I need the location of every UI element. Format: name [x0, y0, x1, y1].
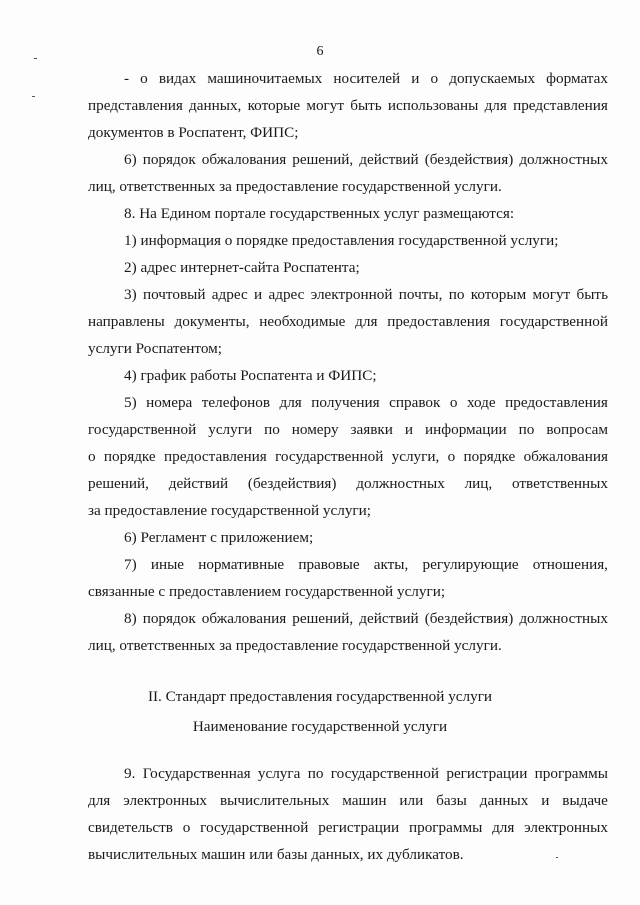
- text-line: [88, 447, 608, 467]
- word: 3): [124, 286, 137, 303]
- word: должностных: [519, 610, 608, 627]
- word: 9.: [124, 765, 136, 782]
- word: и: [404, 421, 414, 438]
- word: решений,: [88, 475, 149, 492]
- word: справок: [389, 394, 441, 411]
- word: для: [355, 313, 378, 330]
- word: использованы: [387, 97, 479, 114]
- word: -: [124, 70, 130, 87]
- text-line: [88, 818, 608, 838]
- word: государственной: [330, 765, 440, 782]
- word: допускаемых: [449, 70, 536, 87]
- word: почтовый: [142, 286, 206, 303]
- word: акты,: [373, 556, 409, 573]
- word: форматах: [546, 70, 608, 87]
- word: порядок: [142, 610, 196, 627]
- word: информации: [425, 421, 507, 438]
- word: (бездействия): [424, 151, 514, 168]
- word: и: [411, 70, 420, 87]
- word: документы,: [174, 313, 250, 330]
- word: услуга: [257, 765, 301, 782]
- word: о: [447, 448, 456, 465]
- scan-mark: [32, 96, 35, 97]
- word: обжалования: [523, 448, 608, 465]
- page-number: 6: [316, 44, 324, 59]
- word: машин: [342, 792, 387, 809]
- word: выдаче: [562, 792, 608, 809]
- word: для: [484, 97, 507, 114]
- text-line: вычислительных машин или базы данных, их дубликатов.: [88, 846, 464, 863]
- word: по: [518, 421, 535, 438]
- word: по: [307, 765, 324, 782]
- word: порядке: [463, 448, 516, 465]
- word: почты,: [398, 286, 443, 303]
- word: о: [449, 394, 458, 411]
- word: которые: [247, 97, 301, 114]
- word: обжалования: [201, 151, 287, 168]
- word: адрес: [268, 286, 305, 303]
- word: о: [182, 819, 191, 836]
- word: получения: [311, 394, 380, 411]
- text-line: [88, 312, 608, 332]
- word: быть: [350, 97, 382, 114]
- text-line: [124, 69, 608, 89]
- text-line: [124, 150, 608, 170]
- word: должностных: [356, 475, 445, 492]
- word: регистрации: [446, 765, 528, 782]
- word: или: [399, 792, 424, 809]
- word: должностных: [519, 151, 608, 168]
- word: порядок: [142, 151, 196, 168]
- word: программы: [534, 765, 608, 782]
- word: номеру: [291, 421, 339, 438]
- word: о: [88, 448, 96, 465]
- word: услуги,: [391, 448, 440, 465]
- word: по: [264, 421, 280, 438]
- word: действий: [168, 475, 229, 492]
- word: иные: [150, 556, 185, 573]
- word: носителей: [333, 70, 401, 87]
- word: для: [88, 792, 111, 809]
- word: заявки: [350, 421, 393, 438]
- word: порядке: [103, 448, 156, 465]
- word: ответственных: [512, 475, 608, 492]
- word: данных: [479, 792, 529, 809]
- text-line: 2) адрес интернет-сайта Роспатента;: [124, 259, 360, 276]
- text-line: лиц, ответственных за предоставление государственной услуги.: [88, 178, 502, 195]
- word: о: [430, 70, 439, 87]
- word: регистрации: [318, 819, 400, 836]
- word: и: [254, 286, 263, 303]
- word: данных,: [189, 97, 242, 114]
- word: для: [279, 394, 302, 411]
- word: видах: [158, 70, 197, 87]
- word: и: [541, 792, 550, 809]
- word: электронной: [310, 286, 393, 303]
- text-line: [124, 285, 608, 305]
- word: телефонов: [201, 394, 270, 411]
- word: предоставления: [163, 448, 267, 465]
- word: государственной: [275, 448, 384, 465]
- word: представления: [513, 97, 608, 114]
- word: 7): [124, 556, 137, 573]
- word: государственной: [88, 421, 197, 438]
- text-line: 1) информация о порядке предоставления государственной услуги;: [124, 232, 559, 249]
- word: могут: [306, 97, 345, 114]
- word: обжалования: [201, 610, 287, 627]
- text-line: документов в Роспатент, ФИПС;: [88, 124, 299, 141]
- text-line: [88, 96, 608, 116]
- word: представления: [88, 97, 183, 114]
- word: которым: [470, 286, 527, 303]
- text-line: услуги Роспатентом;: [88, 340, 222, 357]
- text-line: 4) график работы Роспатента и ФИПС;: [124, 367, 377, 384]
- text-line: [124, 393, 608, 413]
- word: для: [492, 819, 515, 836]
- word: действий: [359, 610, 419, 627]
- word: 6): [124, 151, 137, 168]
- word: отношения,: [532, 556, 608, 573]
- text-line: за предоставление государственной услуги;: [88, 502, 372, 519]
- word: государственной: [200, 819, 309, 836]
- word: 5): [124, 394, 137, 411]
- scan-mark: [556, 857, 558, 858]
- word: о: [140, 70, 148, 87]
- word: вычислительных: [219, 792, 330, 809]
- word: могут: [532, 286, 571, 303]
- text-line: лиц, ответственных за предоставление государственной услуги.: [88, 637, 502, 654]
- word: электронных: [524, 819, 608, 836]
- text-line: [124, 609, 608, 629]
- text-line: [88, 474, 608, 494]
- text-line: 8. На Едином портале государственных услуг размещаются:: [124, 205, 515, 222]
- word: необходимые: [259, 313, 346, 330]
- word: по: [448, 286, 465, 303]
- text-line: [124, 555, 608, 575]
- text-line: [88, 791, 608, 811]
- word: государственной: [499, 313, 608, 330]
- word: адрес: [211, 286, 248, 303]
- word: ходе: [466, 394, 496, 411]
- word: услуги: [208, 421, 253, 438]
- word: предоставления: [387, 313, 491, 330]
- section-heading: II. Стандарт предоставления государственной услуги: [147, 688, 493, 705]
- word: направлены: [88, 313, 165, 330]
- word: лиц,: [464, 475, 493, 492]
- word: (бездействия): [424, 610, 514, 627]
- word: регулирующие: [422, 556, 519, 573]
- word: программы: [408, 819, 483, 836]
- word: электронных: [123, 792, 208, 809]
- word: вопросам: [546, 421, 608, 438]
- word: номера: [146, 394, 193, 411]
- word: решений,: [292, 151, 354, 168]
- word: Государственная: [142, 765, 251, 782]
- subsection-heading: Наименование государственной услуги: [192, 718, 448, 735]
- word: (бездействия): [247, 475, 337, 492]
- word: 8): [124, 610, 137, 627]
- text-line: 6) Регламент с приложением;: [124, 529, 314, 546]
- text-line: [124, 764, 608, 784]
- word: машиночитаемых: [207, 70, 323, 87]
- word: быть: [576, 286, 608, 303]
- word: действий: [359, 151, 419, 168]
- word: предоставления: [505, 394, 608, 411]
- word: свидетельств: [88, 819, 173, 836]
- text-line: связанные с предоставлением государственной услуги;: [88, 583, 446, 600]
- word: решений,: [292, 610, 354, 627]
- word: базы: [436, 792, 467, 809]
- word: нормативные: [198, 556, 285, 573]
- word: правовые: [298, 556, 360, 573]
- text-line: [88, 420, 608, 440]
